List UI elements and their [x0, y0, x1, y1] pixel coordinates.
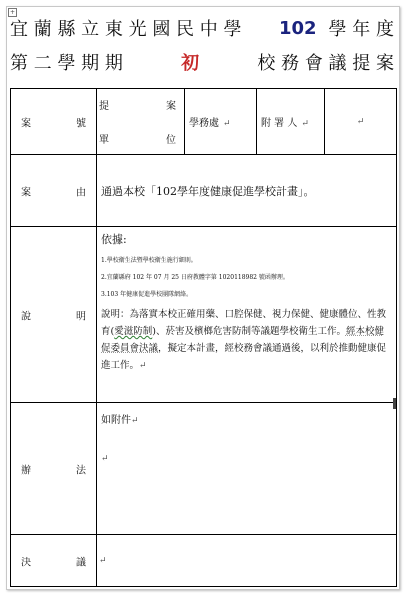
- cell-action-value[interactable]: [97, 403, 397, 535]
- title-meeting: 校 務 會 議 提 案: [257, 53, 394, 74]
- explanation-paragraph: [101, 306, 392, 375]
- paragraph-mark-icon: ↵: [223, 119, 231, 129]
- table-resize-handle[interactable]: [393, 398, 396, 409]
- action-text: 如附件: [101, 415, 131, 426]
- paragraph-mark-icon: ↵: [101, 454, 109, 464]
- title-initial: 初: [181, 53, 200, 74]
- label-char: 案: [21, 187, 31, 198]
- action-text-line: [101, 411, 392, 426]
- label-char: 由: [76, 187, 86, 198]
- title-semester: 第 二 學 期 期: [10, 53, 123, 74]
- label-char: 案: [21, 118, 31, 129]
- label-char: 說: [21, 311, 31, 322]
- basis-item-1: 1.學校衛生法暨學校衛生施行細則。: [101, 257, 197, 264]
- desc-text: )、菸害及檳榔危害防制等議題學校衛生工作。: [152, 326, 346, 337]
- unit-char: 提: [99, 101, 109, 112]
- title-line-2: [10, 44, 394, 80]
- label-decision: [11, 535, 97, 587]
- label-reason: [11, 155, 97, 227]
- desc-dotted-text: 經本校健促委員會決議: [101, 326, 384, 354]
- desc-wavy-text: 愛滋防制: [114, 326, 153, 337]
- reason-text: 通過本校「102學年度健康促進學校計畫」。: [101, 184, 315, 198]
- title-school: 宜 蘭 縣 立 東 光 國 民 中 學: [10, 19, 242, 40]
- title-line-1: [10, 10, 394, 46]
- table-anchor-icon[interactable]: +: [9, 9, 16, 16]
- label-char: 法: [76, 465, 86, 476]
- cell-reason-value[interactable]: [97, 155, 397, 227]
- signer-label: 附 署 人: [261, 118, 298, 129]
- proposal-table: [10, 88, 397, 587]
- label-char: 號: [76, 118, 86, 129]
- row-decision: [11, 535, 397, 587]
- basis-item-2: 2.宜蘭縣府 102 年 07 月 25 日府教體字第 1020118982 號函辦理。: [101, 274, 289, 281]
- title-year: 102: [278, 17, 317, 39]
- row-proposal-number: [11, 89, 397, 155]
- cell-signer-value[interactable]: [325, 89, 397, 155]
- title-term: 學 年 度: [328, 19, 394, 40]
- paragraph-mark-icon: ↵: [139, 361, 147, 371]
- paragraph-mark-icon: ↵: [356, 117, 365, 127]
- cell-unit-value[interactable]: [185, 89, 257, 155]
- cell-proposing-unit[interactable]: [97, 89, 185, 155]
- label-char: 明: [76, 311, 86, 322]
- paragraph-mark-icon: ↵: [301, 119, 309, 129]
- cell-signer-label[interactable]: [257, 89, 325, 155]
- row-action: [11, 403, 397, 535]
- unit-char: 案: [166, 101, 176, 112]
- cell-decision-value[interactable]: [97, 535, 397, 587]
- basis-title: 依據:: [101, 233, 127, 246]
- label-char: 辦: [21, 465, 31, 476]
- label-explanation: [11, 227, 97, 403]
- unit-value: 學務處: [189, 118, 219, 129]
- cell-explanation-value[interactable]: [97, 227, 397, 403]
- label-char: 決: [21, 557, 31, 568]
- row-reason: [11, 155, 397, 227]
- unit-char: 單: [99, 135, 109, 146]
- paragraph-mark-icon: ↵: [99, 556, 107, 566]
- label-action: [11, 403, 97, 535]
- label-proposal-number: [11, 89, 97, 155]
- paragraph-mark-icon: ↵: [131, 416, 139, 426]
- unit-char: 位: [166, 135, 176, 146]
- row-explanation: [11, 227, 397, 403]
- basis-item-3: 3.103 年健康促進學校團隊網絡。: [101, 291, 193, 298]
- label-char: 議: [76, 557, 86, 568]
- desc-text: ，擬定本計畫，經校務會議通過後，以利於推動健康促進工作。: [101, 343, 387, 371]
- desc-text: 說明：為落實本校正確用藥、口腔保健、視力保健、健康體位、性教育(: [101, 309, 387, 337]
